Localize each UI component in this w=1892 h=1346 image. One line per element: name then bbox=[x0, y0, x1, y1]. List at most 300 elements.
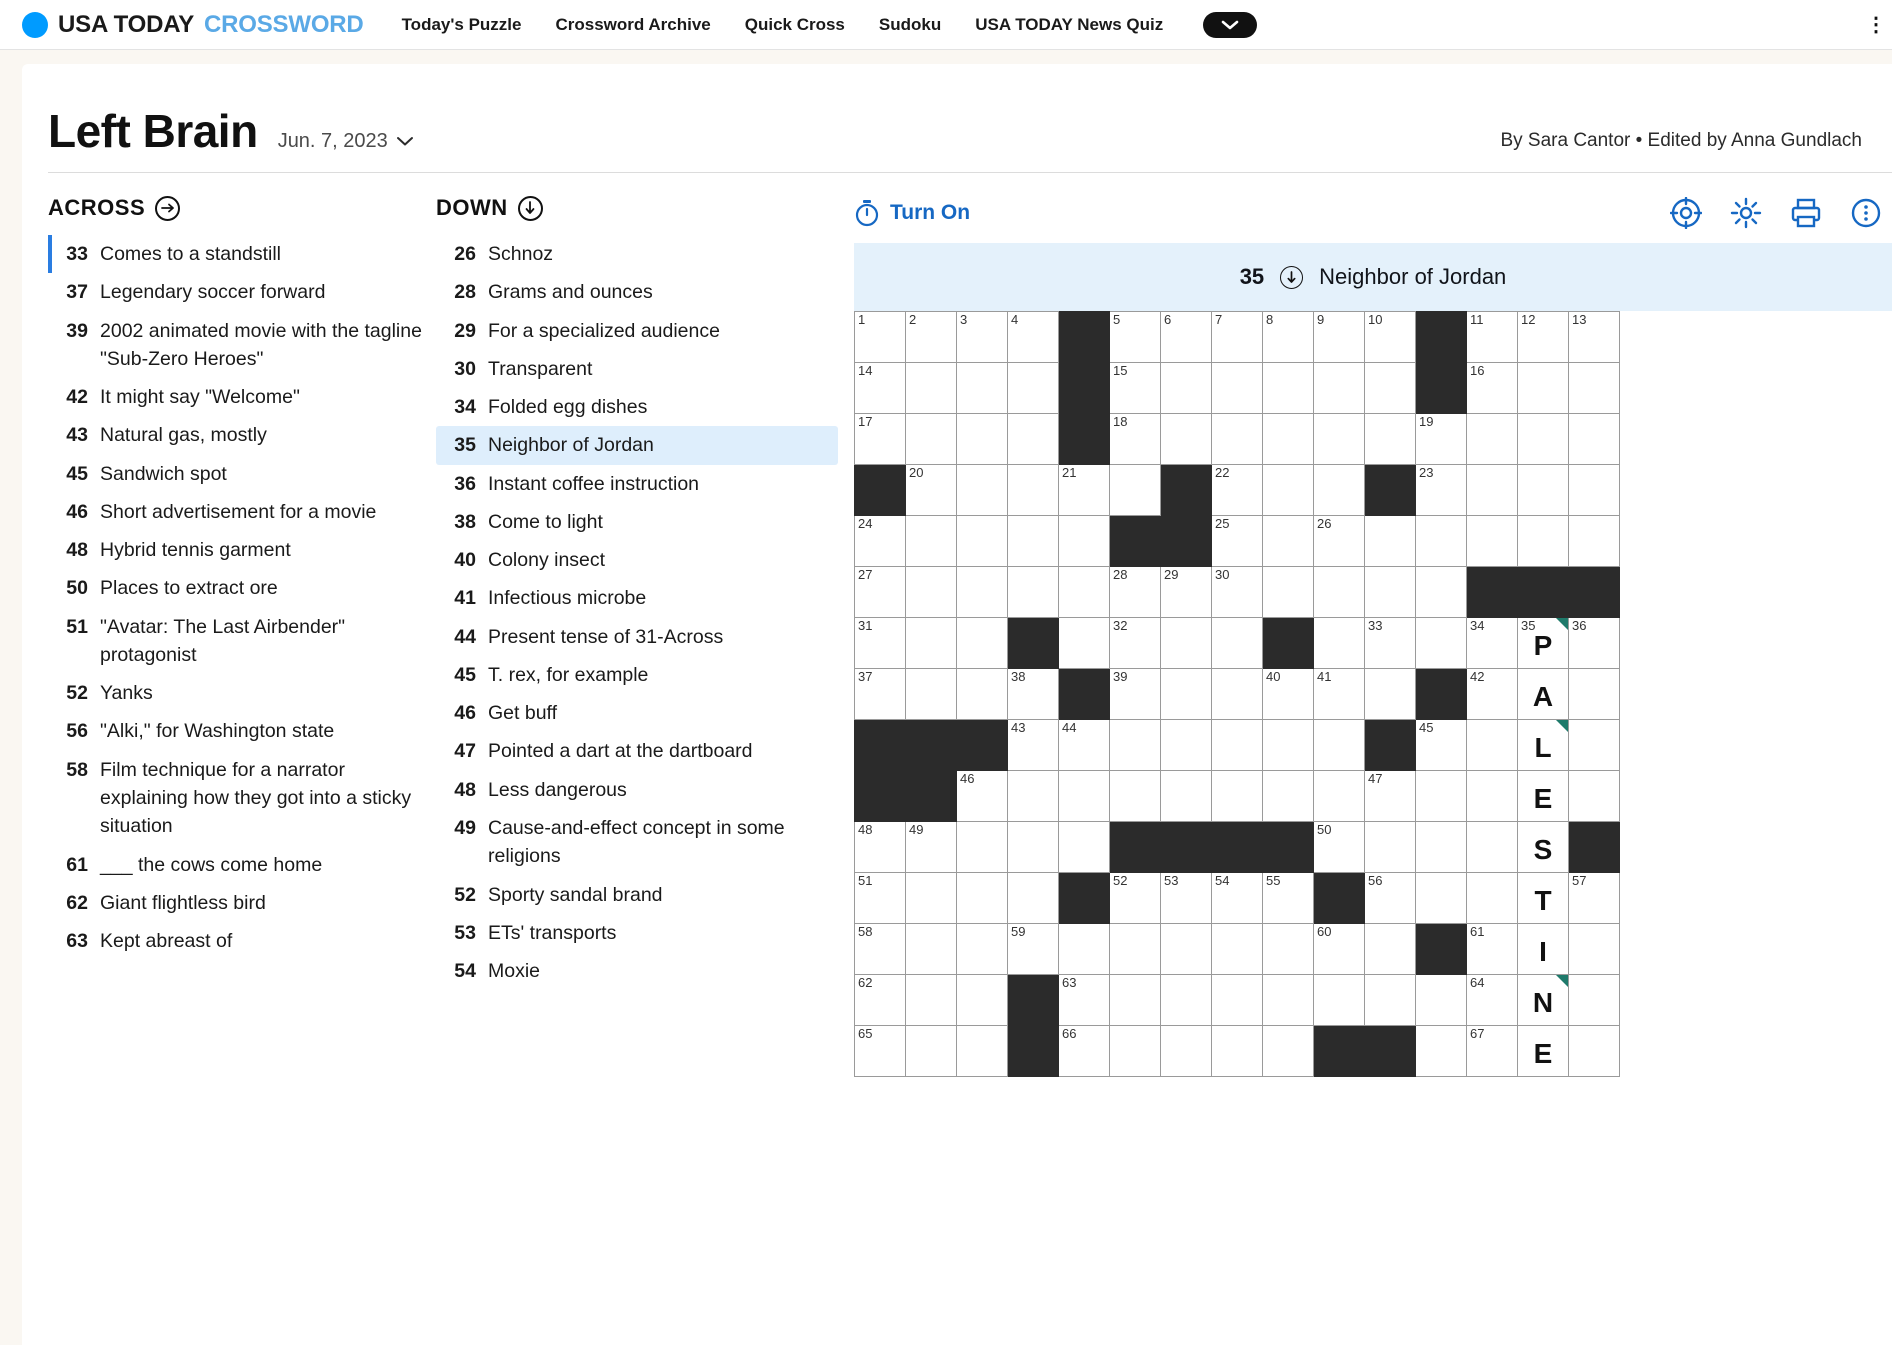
grid-cell[interactable] bbox=[906, 1026, 957, 1077]
grid-cell-letter: T bbox=[1534, 885, 1552, 916]
grid-cell[interactable] bbox=[1314, 669, 1365, 720]
grid-cell-number: 17 bbox=[858, 414, 873, 429]
clue-item[interactable] bbox=[436, 579, 838, 617]
grid-cell-number: 38 bbox=[1011, 669, 1026, 684]
down-scroll-fade bbox=[436, 1298, 838, 1324]
grid-cell[interactable] bbox=[1365, 975, 1416, 1026]
grid-cell[interactable] bbox=[1212, 465, 1263, 516]
grid-cell[interactable] bbox=[1008, 516, 1059, 567]
grid-cell[interactable] bbox=[1212, 873, 1263, 924]
clue-item[interactable] bbox=[436, 732, 838, 770]
clue-item[interactable] bbox=[436, 503, 838, 541]
clue-item[interactable] bbox=[48, 884, 436, 922]
grid-cell-number: 65 bbox=[858, 1026, 873, 1041]
clue-item[interactable] bbox=[48, 712, 436, 750]
clue-item-selected[interactable] bbox=[436, 426, 838, 464]
grid-cell[interactable] bbox=[957, 669, 1008, 720]
grid-cell[interactable] bbox=[1569, 924, 1620, 975]
grid-cell[interactable] bbox=[1263, 924, 1314, 975]
grid-cell[interactable] bbox=[1314, 720, 1365, 771]
clue-item[interactable] bbox=[48, 531, 436, 569]
grid-cell[interactable] bbox=[957, 618, 1008, 669]
grid-cell-number: 31 bbox=[858, 618, 873, 633]
content-columns bbox=[22, 173, 1892, 1324]
puzzle-date-selector[interactable] bbox=[278, 130, 414, 153]
grid-cell[interactable] bbox=[1314, 975, 1365, 1026]
grid-cell[interactable] bbox=[1569, 312, 1620, 363]
grid-cell[interactable] bbox=[1212, 414, 1263, 465]
grid-cell[interactable] bbox=[906, 822, 957, 873]
grid-cell[interactable] bbox=[1518, 465, 1569, 516]
nav-link-news-quiz[interactable]: USA TODAY News Quiz bbox=[975, 14, 1164, 34]
clue-number: 29 bbox=[454, 319, 476, 342]
grid-cell[interactable] bbox=[1110, 618, 1161, 669]
grid-cell[interactable] bbox=[1059, 975, 1110, 1026]
grid-cell[interactable] bbox=[1569, 465, 1620, 516]
grid-cell[interactable] bbox=[906, 414, 957, 465]
grid-cell[interactable] bbox=[1110, 720, 1161, 771]
grid-cell[interactable] bbox=[1263, 975, 1314, 1026]
grid-block bbox=[855, 720, 906, 771]
grid-cell-number: 43 bbox=[1011, 720, 1026, 735]
grid-cell[interactable] bbox=[957, 414, 1008, 465]
clue-item[interactable] bbox=[48, 235, 436, 273]
grid-cell[interactable] bbox=[1161, 669, 1212, 720]
grid-cell[interactable] bbox=[1212, 363, 1263, 414]
grid-cell[interactable] bbox=[1416, 771, 1467, 822]
clue-text: Yanks bbox=[100, 682, 153, 705]
grid-cell[interactable] bbox=[1161, 363, 1212, 414]
grid-cell[interactable] bbox=[1161, 312, 1212, 363]
grid-cell[interactable] bbox=[855, 975, 906, 1026]
grid-cell[interactable] bbox=[1110, 771, 1161, 822]
clue-number: 58 bbox=[66, 758, 88, 781]
grid-cell-number: 46 bbox=[960, 771, 975, 786]
grid-cell[interactable] bbox=[1161, 720, 1212, 771]
nav-more-button[interactable] bbox=[1203, 12, 1257, 38]
clue-item[interactable] bbox=[436, 273, 838, 311]
grid-cell[interactable] bbox=[855, 873, 906, 924]
grid-cell[interactable] bbox=[1059, 924, 1110, 975]
grid-cell[interactable] bbox=[1365, 414, 1416, 465]
current-clue-number: 35 bbox=[1239, 264, 1265, 289]
grid-cell[interactable] bbox=[906, 618, 957, 669]
grid-cell[interactable] bbox=[1416, 720, 1467, 771]
grid-cell[interactable] bbox=[1518, 720, 1569, 771]
grid-cell[interactable] bbox=[1008, 924, 1059, 975]
grid-cell[interactable] bbox=[1518, 414, 1569, 465]
grid-cell[interactable] bbox=[1569, 516, 1620, 567]
grid-cell[interactable] bbox=[1467, 873, 1518, 924]
grid-cell[interactable] bbox=[1518, 771, 1569, 822]
grid-cell[interactable] bbox=[1416, 465, 1467, 516]
grid-cell[interactable] bbox=[1263, 516, 1314, 567]
grid-cell[interactable] bbox=[1263, 720, 1314, 771]
grid-cell[interactable] bbox=[1263, 1026, 1314, 1077]
grid-cell[interactable] bbox=[1110, 414, 1161, 465]
grid-cell[interactable] bbox=[1059, 720, 1110, 771]
grid-cell[interactable] bbox=[1569, 975, 1620, 1026]
grid-cell[interactable] bbox=[1365, 873, 1416, 924]
grid-cell[interactable] bbox=[957, 924, 1008, 975]
clue-text: Transparent bbox=[488, 357, 593, 380]
grid-cell[interactable] bbox=[1212, 720, 1263, 771]
clue-number: 41 bbox=[454, 587, 476, 610]
grid-cell[interactable] bbox=[1314, 516, 1365, 567]
grid-cell[interactable] bbox=[1314, 363, 1365, 414]
grid-cell[interactable] bbox=[1569, 1026, 1620, 1077]
puzzle-toolbar bbox=[854, 191, 1892, 235]
clue-item[interactable] bbox=[436, 235, 838, 273]
grid-cell[interactable] bbox=[906, 975, 957, 1026]
grid-cell[interactable] bbox=[1008, 312, 1059, 363]
clue-item[interactable] bbox=[436, 809, 838, 876]
clue-item[interactable] bbox=[436, 312, 838, 350]
grid-cell[interactable] bbox=[957, 975, 1008, 1026]
grid-cell[interactable] bbox=[1161, 873, 1212, 924]
clue-text: Places to extract ore bbox=[100, 577, 278, 600]
grid-cell[interactable] bbox=[1059, 618, 1110, 669]
clue-item[interactable] bbox=[48, 312, 436, 379]
grid-cell[interactable] bbox=[1569, 618, 1620, 669]
grid-cell[interactable] bbox=[855, 516, 906, 567]
grid-cell[interactable] bbox=[1314, 771, 1365, 822]
clue-item[interactable] bbox=[48, 751, 436, 846]
arrow-down-icon bbox=[518, 196, 543, 221]
grid-cell[interactable] bbox=[1518, 669, 1569, 720]
grid-cell[interactable] bbox=[1008, 567, 1059, 618]
grid-row bbox=[855, 312, 1620, 363]
clue-item[interactable] bbox=[436, 914, 838, 952]
grid-cell[interactable] bbox=[855, 363, 906, 414]
clue-item[interactable] bbox=[436, 350, 838, 388]
clue-item[interactable] bbox=[48, 378, 436, 416]
grid-cell[interactable] bbox=[1263, 771, 1314, 822]
grid-cell[interactable] bbox=[957, 822, 1008, 873]
grid-cell[interactable] bbox=[1365, 924, 1416, 975]
grid-cell[interactable] bbox=[957, 1026, 1008, 1077]
grid-cell[interactable] bbox=[1110, 975, 1161, 1026]
grid-cell[interactable] bbox=[1467, 975, 1518, 1026]
grid-cell[interactable] bbox=[957, 771, 1008, 822]
clue-item[interactable] bbox=[48, 273, 436, 311]
grid-cell[interactable] bbox=[1569, 873, 1620, 924]
grid-cell[interactable] bbox=[1059, 516, 1110, 567]
grid-cell[interactable] bbox=[1518, 516, 1569, 567]
clue-number: 56 bbox=[66, 720, 88, 743]
grid-cell[interactable] bbox=[1365, 516, 1416, 567]
grid-cell[interactable] bbox=[1569, 669, 1620, 720]
grid-cell[interactable] bbox=[1212, 567, 1263, 618]
grid-cell[interactable] bbox=[1314, 822, 1365, 873]
grid-cell[interactable] bbox=[906, 567, 957, 618]
grid-cell[interactable] bbox=[1263, 363, 1314, 414]
grid-cell[interactable] bbox=[1263, 414, 1314, 465]
grid-cell[interactable] bbox=[1008, 720, 1059, 771]
grid-cell[interactable] bbox=[1365, 618, 1416, 669]
grid-cell[interactable] bbox=[1416, 873, 1467, 924]
grid-row bbox=[855, 363, 1620, 414]
grid-cell-number: 32 bbox=[1113, 618, 1128, 633]
grid-cell[interactable] bbox=[855, 1026, 906, 1077]
grid-cell[interactable] bbox=[1365, 822, 1416, 873]
grid-cell-number: 42 bbox=[1470, 669, 1485, 684]
clue-number: 46 bbox=[66, 500, 88, 523]
clue-number: 48 bbox=[66, 539, 88, 562]
grid-cell[interactable] bbox=[1212, 618, 1263, 669]
grid-cell[interactable] bbox=[1263, 669, 1314, 720]
clue-item[interactable] bbox=[48, 846, 436, 884]
grid-cell[interactable] bbox=[1212, 771, 1263, 822]
grid-cell[interactable] bbox=[1365, 669, 1416, 720]
grid-cell[interactable] bbox=[1263, 567, 1314, 618]
grid-cell[interactable] bbox=[1263, 873, 1314, 924]
grid-cell[interactable] bbox=[957, 873, 1008, 924]
grid-cell[interactable] bbox=[906, 363, 957, 414]
clue-number: 34 bbox=[454, 396, 476, 419]
print-icon[interactable] bbox=[1790, 197, 1822, 229]
grid-cell[interactable] bbox=[1314, 924, 1365, 975]
grid-cell-number: 28 bbox=[1113, 567, 1128, 582]
nav-link-sudoku[interactable]: Sudoku bbox=[878, 14, 942, 34]
grid-cell[interactable] bbox=[1518, 312, 1569, 363]
grid-cell[interactable] bbox=[1110, 312, 1161, 363]
more-icon[interactable] bbox=[1850, 197, 1882, 229]
grid-cell[interactable] bbox=[1161, 414, 1212, 465]
clue-item[interactable] bbox=[48, 493, 436, 531]
grid-cell[interactable] bbox=[1161, 771, 1212, 822]
arrow-right-icon bbox=[155, 196, 180, 221]
clue-item[interactable] bbox=[48, 922, 436, 960]
grid-cell[interactable] bbox=[1314, 465, 1365, 516]
grid-cell[interactable] bbox=[906, 312, 957, 363]
grid-cell-number: 67 bbox=[1470, 1026, 1485, 1041]
grid-cell[interactable] bbox=[957, 516, 1008, 567]
grid-cell[interactable] bbox=[1518, 822, 1569, 873]
grid-block bbox=[1569, 567, 1620, 618]
grid-row bbox=[855, 720, 1620, 771]
grid-cell[interactable] bbox=[1059, 771, 1110, 822]
grid-cell[interactable] bbox=[1416, 414, 1467, 465]
grid-cell[interactable] bbox=[1263, 312, 1314, 363]
grid-cell[interactable] bbox=[1365, 771, 1416, 822]
crossword-grid[interactable] bbox=[854, 311, 1620, 1077]
clue-item[interactable] bbox=[436, 876, 838, 914]
clue-item[interactable] bbox=[436, 465, 838, 503]
grid-cell[interactable] bbox=[855, 669, 906, 720]
grid-cell[interactable] bbox=[1008, 363, 1059, 414]
grid-cell[interactable] bbox=[1314, 312, 1365, 363]
grid-cell[interactable] bbox=[957, 567, 1008, 618]
clue-text: T. rex, for example bbox=[488, 663, 649, 686]
grid-cell[interactable] bbox=[1314, 414, 1365, 465]
clue-item[interactable] bbox=[48, 674, 436, 712]
grid-cell-number: 52 bbox=[1113, 873, 1128, 888]
clue-item[interactable] bbox=[436, 771, 838, 809]
grid-cell[interactable] bbox=[1569, 414, 1620, 465]
grid-cell[interactable] bbox=[855, 822, 906, 873]
grid-cell[interactable] bbox=[855, 924, 906, 975]
puzzle-sheet bbox=[22, 64, 1892, 1345]
grid-cell[interactable] bbox=[1008, 669, 1059, 720]
nav-link-todays-puzzle[interactable]: Today's Puzzle bbox=[401, 14, 522, 34]
grid-cell-number: 61 bbox=[1470, 924, 1485, 939]
grid-cell[interactable] bbox=[1467, 822, 1518, 873]
clue-text: ___ the cows come home bbox=[100, 853, 323, 876]
grid-cell[interactable] bbox=[1416, 822, 1467, 873]
clue-number: 63 bbox=[66, 930, 88, 953]
grid-cell[interactable] bbox=[1467, 312, 1518, 363]
clue-number: 37 bbox=[66, 281, 88, 304]
clue-number: 38 bbox=[454, 510, 476, 533]
grid-cell[interactable] bbox=[1467, 618, 1518, 669]
grid-cell-number: 16 bbox=[1470, 363, 1485, 378]
nav-link-crossword-archive[interactable]: Crossword Archive bbox=[555, 14, 711, 34]
grid-cell[interactable] bbox=[1110, 363, 1161, 414]
grid-cell[interactable] bbox=[906, 669, 957, 720]
grid-cell[interactable] bbox=[1161, 1026, 1212, 1077]
clue-item[interactable] bbox=[436, 618, 838, 656]
grid-cell[interactable] bbox=[1161, 924, 1212, 975]
clue-item[interactable] bbox=[48, 455, 436, 493]
grid-cell[interactable] bbox=[1416, 516, 1467, 567]
grid-cell[interactable] bbox=[1467, 924, 1518, 975]
nav-link-quick-cross[interactable]: Quick Cross bbox=[744, 14, 845, 34]
grid-cell[interactable] bbox=[957, 465, 1008, 516]
grid-cell[interactable] bbox=[1110, 924, 1161, 975]
grid-cell[interactable] bbox=[1008, 873, 1059, 924]
grid-cell[interactable] bbox=[1059, 822, 1110, 873]
grid-cell[interactable] bbox=[1518, 873, 1569, 924]
grid-cell-number: 57 bbox=[1572, 873, 1587, 888]
grid-block bbox=[1314, 873, 1365, 924]
grid-cell[interactable] bbox=[855, 618, 906, 669]
grid-block bbox=[1161, 465, 1212, 516]
grid-cell[interactable] bbox=[957, 312, 1008, 363]
grid-cell-number: 51 bbox=[858, 873, 873, 888]
grid-cell[interactable] bbox=[1416, 975, 1467, 1026]
grid-cell[interactable] bbox=[1212, 516, 1263, 567]
grid-cell[interactable] bbox=[1365, 312, 1416, 363]
clue-text: Short advertisement for a movie bbox=[100, 500, 377, 523]
grid-cell[interactable] bbox=[906, 924, 957, 975]
grid-cell[interactable] bbox=[1416, 618, 1467, 669]
grid-block bbox=[1059, 873, 1110, 924]
nav-overflow-indicator: ⋮ bbox=[1866, 14, 1886, 36]
clue-item[interactable] bbox=[48, 569, 436, 607]
site-logo[interactable] bbox=[22, 11, 364, 39]
grid-cell[interactable] bbox=[1212, 975, 1263, 1026]
grid-cell[interactable] bbox=[906, 873, 957, 924]
grid-cell[interactable] bbox=[1569, 720, 1620, 771]
grid-cell[interactable] bbox=[1008, 771, 1059, 822]
grid-cell[interactable] bbox=[906, 516, 957, 567]
grid-cell[interactable] bbox=[855, 312, 906, 363]
grid-cell[interactable] bbox=[1518, 363, 1569, 414]
grid-cell[interactable] bbox=[1212, 669, 1263, 720]
grid-cell[interactable] bbox=[1569, 363, 1620, 414]
target-icon[interactable] bbox=[1670, 197, 1702, 229]
grid-cell[interactable] bbox=[1467, 720, 1518, 771]
grid-cell[interactable] bbox=[1314, 567, 1365, 618]
grid-cell[interactable] bbox=[1467, 1026, 1518, 1077]
grid-cell[interactable] bbox=[855, 567, 906, 618]
clue-item[interactable] bbox=[436, 952, 838, 990]
grid-cell[interactable] bbox=[1059, 1026, 1110, 1077]
grid-cell[interactable] bbox=[1467, 363, 1518, 414]
grid-cell[interactable] bbox=[1518, 618, 1569, 669]
grid-cell[interactable] bbox=[1110, 567, 1161, 618]
clue-number: 45 bbox=[66, 462, 88, 485]
grid-cell[interactable] bbox=[1416, 567, 1467, 618]
clue-number: 50 bbox=[66, 577, 88, 600]
grid-cell[interactable] bbox=[1110, 873, 1161, 924]
grid-cell-number: 29 bbox=[1164, 567, 1179, 582]
grid-cell[interactable] bbox=[1365, 363, 1416, 414]
page-body bbox=[0, 50, 1892, 1345]
grid-cell-number: 55 bbox=[1266, 873, 1281, 888]
grid-cell[interactable] bbox=[1212, 312, 1263, 363]
clue-number: 54 bbox=[454, 960, 476, 983]
grid-cell[interactable] bbox=[1467, 465, 1518, 516]
grid-cell[interactable] bbox=[1212, 924, 1263, 975]
clue-item[interactable] bbox=[436, 388, 838, 426]
brand-crossword: CROSSWORD bbox=[204, 10, 364, 38]
grid-cell[interactable] bbox=[1059, 465, 1110, 516]
grid-cell[interactable] bbox=[1467, 669, 1518, 720]
grid-row bbox=[855, 771, 1620, 822]
grid-cell[interactable] bbox=[957, 363, 1008, 414]
grid-cell[interactable] bbox=[1110, 669, 1161, 720]
clue-number: 33 bbox=[66, 243, 88, 265]
grid-cell[interactable] bbox=[1314, 618, 1365, 669]
clue-item[interactable] bbox=[48, 608, 436, 675]
grid-cell[interactable] bbox=[1212, 1026, 1263, 1077]
grid-cell[interactable] bbox=[1467, 516, 1518, 567]
grid-cell[interactable] bbox=[1467, 771, 1518, 822]
grid-cell[interactable] bbox=[906, 465, 957, 516]
clue-item[interactable] bbox=[48, 416, 436, 454]
grid-cell[interactable] bbox=[1161, 975, 1212, 1026]
timer-toggle-button[interactable] bbox=[854, 199, 970, 227]
grid-cell[interactable] bbox=[1059, 567, 1110, 618]
grid-cell[interactable] bbox=[1110, 465, 1161, 516]
grid-cell[interactable] bbox=[1008, 414, 1059, 465]
clue-item[interactable] bbox=[436, 541, 838, 579]
grid-cell[interactable] bbox=[1467, 414, 1518, 465]
grid-cell[interactable] bbox=[855, 414, 906, 465]
clue-number: 46 bbox=[454, 702, 476, 725]
clue-item[interactable] bbox=[436, 694, 838, 732]
grid-cell[interactable] bbox=[1008, 822, 1059, 873]
grid-cell[interactable] bbox=[1518, 1026, 1569, 1077]
grid-cell[interactable] bbox=[1416, 1026, 1467, 1077]
grid-cell[interactable] bbox=[1518, 975, 1569, 1026]
gear-icon[interactable] bbox=[1730, 197, 1762, 229]
clue-item[interactable] bbox=[436, 656, 838, 694]
grid-cell-number: 37 bbox=[858, 669, 873, 684]
grid-cell[interactable] bbox=[1161, 618, 1212, 669]
grid-cell[interactable] bbox=[1518, 924, 1569, 975]
grid-cell[interactable] bbox=[1263, 465, 1314, 516]
grid-cell[interactable] bbox=[1569, 771, 1620, 822]
current-clue-banner[interactable] bbox=[854, 243, 1892, 311]
grid-cell[interactable] bbox=[1365, 567, 1416, 618]
grid-cell[interactable] bbox=[1008, 465, 1059, 516]
grid-cell[interactable] bbox=[1110, 1026, 1161, 1077]
grid-cell-number: 15 bbox=[1113, 363, 1128, 378]
grid-cell[interactable] bbox=[1161, 567, 1212, 618]
